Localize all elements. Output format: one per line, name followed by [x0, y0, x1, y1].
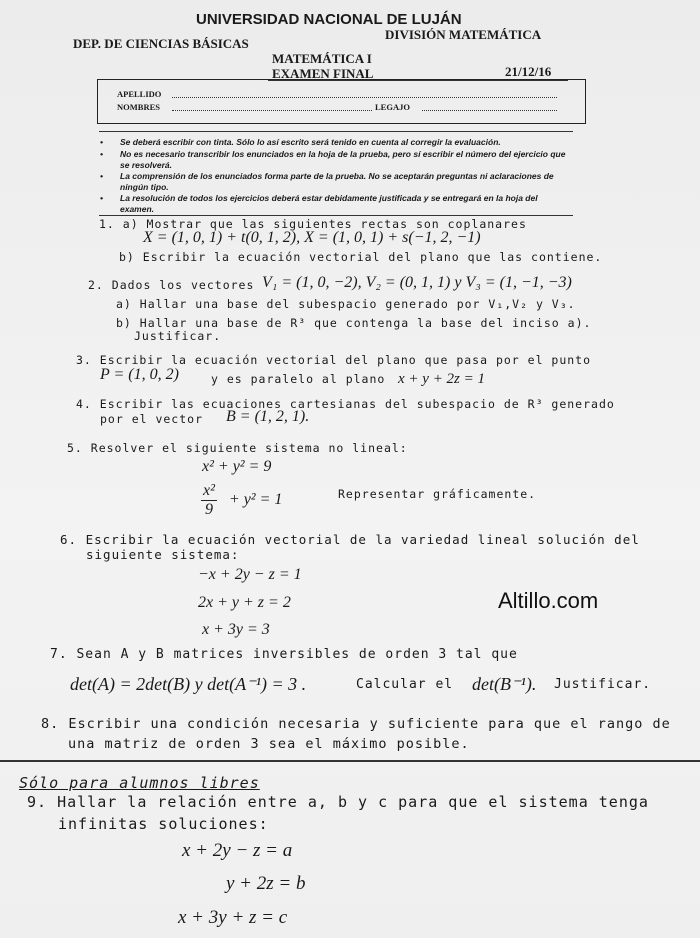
- q1-equation: X = (1, 0, 1) + t(0, 1, 2), X = (1, 0, 1) + s(−1, 2, −1): [143, 229, 481, 246]
- q5-text: 5. Resolver el siguiente sistema no lineal:: [67, 441, 408, 455]
- q5-frac-num: x²: [203, 482, 215, 499]
- legajo-field-line[interactable]: [422, 110, 557, 111]
- q1-a: 1. a) Mostrar que las siguientes rectas son coplanares: [99, 217, 527, 231]
- libres-title: Sólo para alumnos libres: [19, 774, 260, 792]
- q9-row2: y + 2z = b: [226, 873, 306, 894]
- instructions-bottom-rule: [99, 215, 573, 216]
- q5-side: Representar gráficamente.: [338, 487, 537, 501]
- department-label: DEP. DE CIENCIAS BÁSICAS: [73, 36, 249, 51]
- q9-line2: infinitas soluciones:: [58, 815, 269, 833]
- exam-title: EXAMEN FINAL: [272, 66, 374, 81]
- apellido-label: APELLIDO: [117, 89, 162, 99]
- nombres-field-line[interactable]: [172, 110, 372, 111]
- q2-a: a) Hallar una base del subespacio generado por V₁,V₂ y V₃.: [116, 297, 576, 311]
- instruction-item: • La resolución de todos los ejercicios deberá estar debidamente justificada y se entregará en la hoja del examen.: [100, 193, 538, 214]
- q5-eq1: x² + y² = 9: [202, 458, 272, 475]
- q7-just: Justificar.: [554, 677, 652, 692]
- q7-calc: Calcular el: [356, 677, 454, 692]
- exam-date: 21/12/16: [505, 64, 552, 79]
- libres-divider: [0, 760, 700, 762]
- q4-line1: 4. Escribir las ecuaciones cartesianas del subespacio de R³ generado: [76, 397, 615, 411]
- q3-mid: y es paralelo al plano: [211, 372, 386, 386]
- q8-line1: 8. Escribir una condición necesaria y suficiente para que el rango de: [41, 716, 671, 732]
- q9-row3: x + 3y + z = c: [178, 907, 288, 928]
- instruction-item: • No es necesario transcribir los enunciados en la hoja de la prueba, pero sí escribir el número del ejercicio que se resolverá.: [100, 149, 566, 170]
- q1-b: b) Escribir la ecuación vectorial del plano que las contiene.: [119, 250, 603, 264]
- legajo-label: LEGAJO: [375, 102, 410, 112]
- nombres-label: NOMBRES: [117, 102, 160, 112]
- subject-title: MATEMÁTICA I: [272, 51, 372, 66]
- q3-plane: x + y + 2z = 1: [398, 371, 486, 387]
- q7-line1: 7. Sean A y B matrices inversibles de orden 3 tal que: [50, 647, 518, 662]
- division-label: DIVISIÓN MATEMÁTICA: [385, 27, 542, 42]
- q6-row3: x + 3y = 3: [202, 621, 270, 638]
- q3-line1: 3. Escribir la ecuación vectorial del plano que pasa por el punto: [76, 353, 592, 367]
- q4-line2: por el vector: [100, 412, 204, 426]
- q6-line2: siguiente sistema:: [86, 547, 240, 562]
- q7-eq2: det(B⁻¹).: [472, 674, 537, 694]
- q5-eq2: [201, 482, 282, 519]
- q2-b1: b) Hallar una base de R³ que contenga la base del inciso a).: [116, 316, 592, 330]
- instruction-item: • La comprensión de los enunciados forma parte de la prueba. No se aceptarán preguntas ni aclaraciones de ningún tipo.: [100, 171, 554, 192]
- q7-eq: det(A) = 2det(B) y det(A⁻¹) = 3 .: [70, 674, 307, 694]
- q5-eq2-rest: + y² = 1: [228, 491, 283, 509]
- q9-line1: 9. Hallar la relación entre a, b y c para que el sistema tenga: [27, 793, 649, 811]
- q6-line1: 6. Escribir la ecuación vectorial de la variedad lineal solución del: [60, 532, 640, 547]
- apellido-field-line[interactable]: [172, 97, 557, 98]
- instructions-top-rule: [99, 131, 573, 132]
- instruction-item: • Se deberá escribir con tinta. Sólo lo así escrito será tenido en cuenta al corregir la evaluación.: [100, 137, 501, 147]
- q9-row1: x + 2y − z = a: [182, 840, 293, 861]
- q6-row1: −x + 2y − z = 1: [198, 566, 302, 583]
- q8-line2: una matriz de orden 3 sea el máximo posible.: [68, 736, 470, 752]
- q5-frac-den: 9: [204, 501, 213, 518]
- q2-intro: 2. Dados los vectores: [88, 278, 255, 292]
- q6-row2: 2x + y + z = 2: [198, 594, 291, 611]
- q2-vectors: V₁ = (1, 0, −2), V₂ = (0, 1, 1) y V₃ = (1, −1, −3): [262, 274, 572, 291]
- q4-vector: B = (1, 2, 1).: [226, 408, 310, 425]
- q3-point: P = (1, 0, 2): [100, 366, 179, 383]
- student-info-box: [97, 79, 586, 124]
- q2-b2: Justificar.: [134, 329, 222, 343]
- watermark: Altillo.com: [498, 588, 599, 613]
- university-title: UNIVERSIDAD NACIONAL DE LUJÁN: [196, 11, 462, 28]
